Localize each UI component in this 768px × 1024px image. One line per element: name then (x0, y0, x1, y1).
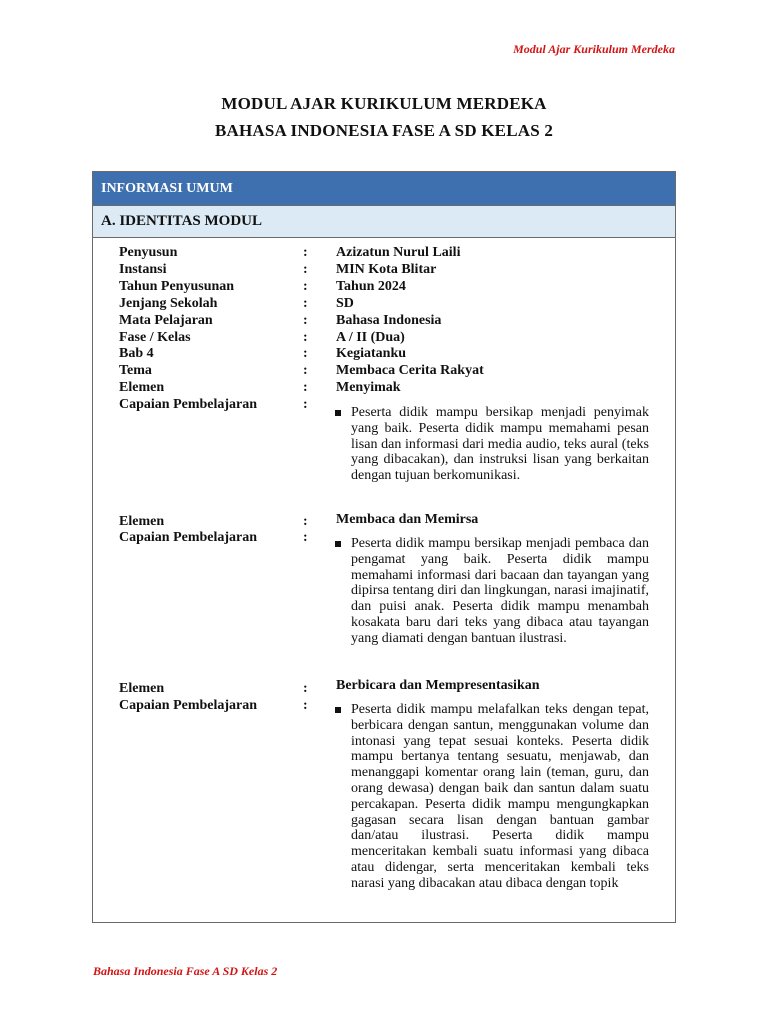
running-footer: Bahasa Indonesia Fase A SD Kelas 2 (93, 964, 278, 978)
bullet-square-icon (335, 410, 341, 416)
identity-colon: : (303, 380, 308, 395)
capaian-paragraph: Peserta didik mampu melafalkan teks dengan tepat, berbicara dengan santun, menggunakan volume dan intonasi yang tepat sesuai konteks. Peserta didik mampu bertanya tentang sesuatu, menjawab, dan menanggapi komentar orang lain (teman, guru, dan orang dewasa) dengan baik dan santun dalam suatu percakapan. Peserta didik mampu mengungkapkan gagasan secara lisan dengan bantuan gambar dan/atau ilustrasi. Peserta didik mampu menceritakan kembali suatu informasi yang dibaca atau didengar, serta menceritakan kembali teks narasi yang dibacakan atau dibaca dengan topik (351, 702, 649, 891)
identity-colon: : (303, 245, 308, 260)
identity-value: Menyimak (336, 380, 401, 395)
running-header: Modul Ajar Kurikulum Merdeka (513, 42, 675, 56)
document-subtitle: BAHASA INDONESIA FASE A SD KELAS 2 (214, 121, 554, 140)
identity-value: Membaca Cerita Rakyat (336, 363, 484, 378)
identity-colon: : (303, 363, 308, 378)
identity-label: Penyusun (119, 245, 178, 260)
identity-label: Mata Pelajaran (119, 313, 213, 328)
identity-label: Capaian Pembelajaran (119, 397, 258, 412)
identity-label: Elemen (119, 380, 165, 395)
identity-label: Jenjang Sekolah (119, 296, 218, 311)
identity-value: Bahasa Indonesia (336, 313, 442, 328)
identity-colon: : (303, 262, 308, 277)
section-header-informasi-umum: INFORMASI UMUM (93, 172, 675, 206)
capaian-colon: : (303, 530, 308, 545)
identity-value: SD (336, 296, 354, 311)
identity-value: Azizatun Nurul Laili (336, 245, 461, 260)
capaian-paragraph: Peserta didik mampu bersikap menjadi penyimak yang baik. Peserta didik mampu memahami pesan lisan dan informasi dari media audio, teks aural (teks yang dibacakan), dan instruksi lisan yang berkaitan dengan tujuan berkomunikasi. (351, 405, 649, 484)
identity-colon: : (303, 330, 308, 345)
capaian-paragraph: Peserta didik mampu bersikap menjadi pembaca dan pengamat yang baik. Peserta didik mampu memahami informasi dari bacaan dan tayangan yang dipirsa tentang diri dan lingkungan, narasi imajinatif, dan puisi anak. Peserta didik mampu menambah kosakata baru dari teks yang dibaca atau tayangan yang diamati dengan bantuan ilustrasi. (351, 536, 649, 646)
identity-value: MIN Kota Blitar (336, 262, 437, 277)
identity-colon: : (303, 397, 308, 412)
identity-colon: : (303, 346, 308, 361)
identity-colon: : (303, 313, 308, 328)
elemen-colon: : (303, 681, 308, 696)
identity-value: A / II (Dua) (336, 330, 405, 345)
identity-label: Instansi (119, 262, 167, 277)
elemen-value: Berbicara dan Mempresentasikan (336, 678, 540, 693)
capaian-text-membaca (351, 536, 649, 647)
identity-colon: : (303, 279, 308, 294)
capaian-label: Capaian Pembelajaran (119, 530, 258, 545)
document-title: MODUL AJAR KURIKULUM MERDEKA (221, 94, 547, 113)
subsection-header-identitas-modul: A. IDENTITAS MODUL (93, 206, 675, 238)
elemen-colon: : (303, 514, 308, 529)
module-info-table (92, 171, 676, 923)
capaian-text-berbicara (351, 702, 649, 892)
capaian-text-menyimak (351, 405, 649, 484)
capaian-label: Capaian Pembelajaran (119, 698, 258, 713)
identity-label: Bab 4 (119, 346, 154, 361)
bullet-square-icon (335, 707, 341, 713)
identity-label: Fase / Kelas (119, 330, 191, 345)
identity-label: Tema (119, 363, 152, 378)
elemen-label: Elemen (119, 681, 165, 696)
identity-value: Kegiatanku (336, 346, 407, 361)
identity-colon: : (303, 296, 308, 311)
elemen-label: Elemen (119, 514, 165, 529)
elemen-value: Membaca dan Memirsa (336, 512, 479, 527)
bullet-square-icon (335, 541, 341, 547)
capaian-colon: : (303, 698, 308, 713)
identity-value: Tahun 2024 (336, 279, 406, 294)
identity-label: Tahun Penyusunan (119, 279, 235, 294)
